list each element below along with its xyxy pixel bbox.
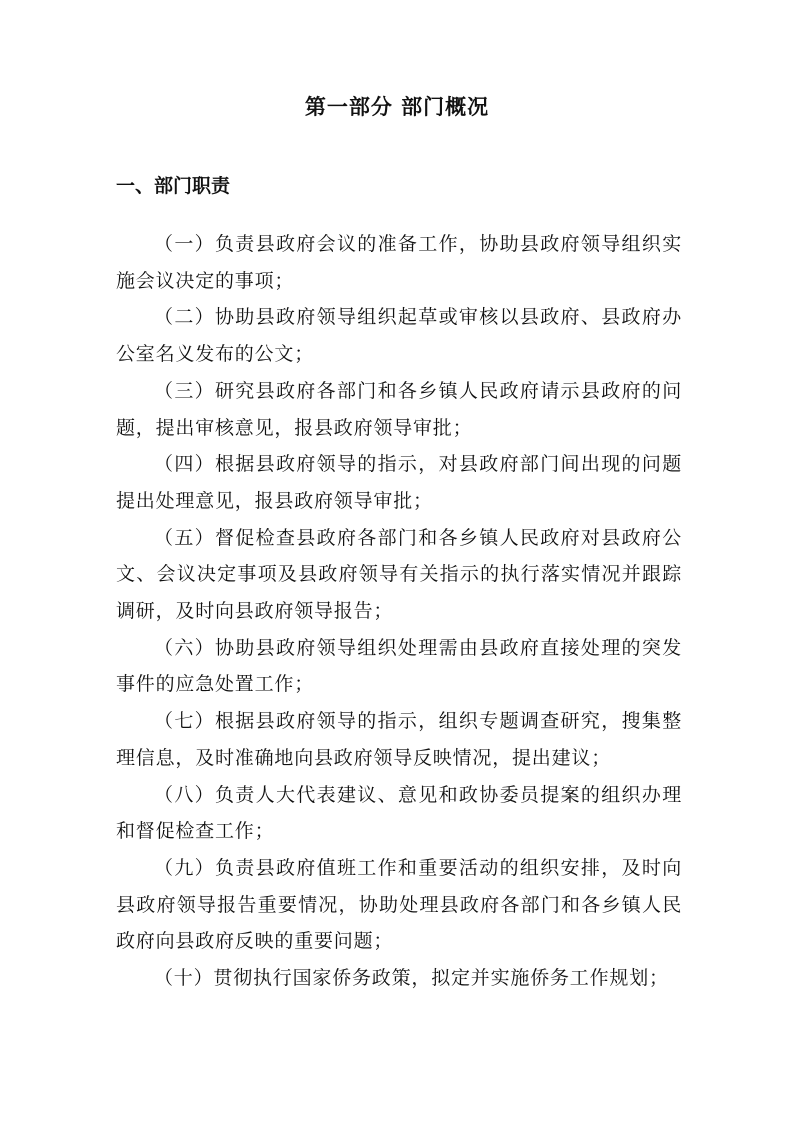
duty-paragraph-4: （四）根据县政府领导的指示，对县政府部门间出现的问题提出处理意见，报县政府领导审批；: [116, 453, 682, 512]
page-title: 第一部分 部门概况: [304, 95, 490, 119]
document-body: [116, 226, 682, 997]
section-heading: 一、部门职责: [116, 175, 231, 197]
duty-paragraph-5: （五）督促检查县政府各部门和各乡镇人民政府对县政府公文、会议决定事项及县政府领导有关指示的执行落实情况并跟踪调研，及时向县政府领导报告；: [116, 526, 682, 623]
duty-paragraph-1: （一）负责县政府会议的准备工作，协助县政府领导组织实施会议决定的事项；: [116, 233, 682, 292]
duty-paragraph-6: （六）协助县政府领导组织处理需由县政府直接处理的突发事件的应急处置工作；: [116, 636, 682, 696]
duty-paragraph-10: （十）贯彻执行国家侨务政策，拟定并实施侨务工作规划；: [154, 967, 669, 990]
duty-paragraph-9: （九）负责县政府值班工作和重要活动的组织安排，及时向县政府领导报告重要情况，协助处理县政府各部门和各乡镇人民政府向县政府反映的重要问题；: [116, 856, 682, 953]
duty-paragraph-7: （七）根据县政府领导的指示，组织专题调查研究，搜集整理信息，及时准确地向县政府领导反映情况，提出建议；: [116, 710, 682, 769]
duty-paragraph-2: （二）协助县政府领导组织起草或审核以县政府、县政府办公室名义发布的公文；: [116, 306, 682, 366]
duty-paragraph-3: （三）研究县政府各部门和各乡镇人民政府请示县政府的问题，提出审核意见，报县政府领导审批；: [116, 379, 682, 439]
duty-paragraph-8: （八）负责人大代表建议、意见和政协委员提案的组织办理和督促检查工作；: [116, 783, 682, 843]
